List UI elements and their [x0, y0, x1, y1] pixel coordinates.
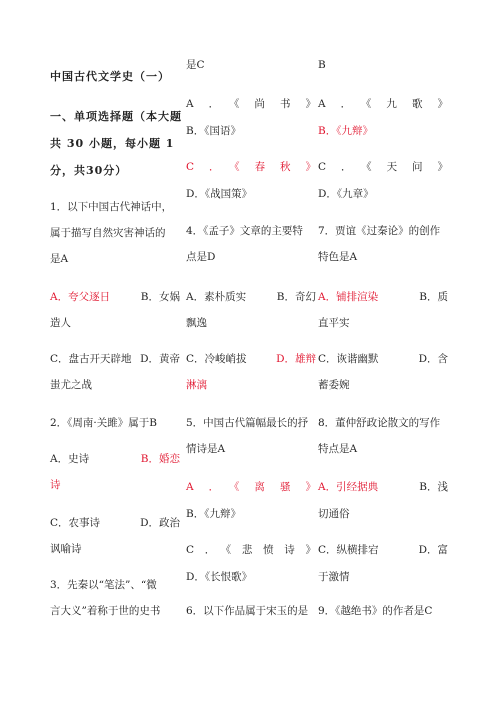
q1-options-ab — [50, 290, 180, 304]
q9-stem: 9．《越绝书》的作者是C — [318, 605, 433, 617]
q6-option-a: A．《九歌》 — [318, 98, 448, 110]
section-heading-line1: 一、单项选择题（本大题 — [50, 110, 182, 123]
q5-option-b: B．《九辩》 — [186, 508, 241, 520]
q3-stem-line2: 言大义”着称于世的史书 — [50, 605, 161, 617]
q2-option-d-cont: 讽喻诗 — [50, 543, 82, 555]
q1-stem-line2: 属于描写自然灾害神话的 — [50, 227, 166, 239]
q2-option-a: A．史诗 — [50, 453, 90, 465]
q2-option-c: C．农事诗 — [50, 517, 101, 529]
q5-stem-line1: 5．中国古代篇幅最长的抒 — [186, 417, 309, 429]
q4-option-a: A．素朴质实 — [186, 291, 247, 303]
q8-options-cd — [318, 543, 448, 557]
q8-option-d: D．富 — [418, 544, 448, 556]
q6-option-b: B．《九辩》 — [318, 125, 373, 137]
column-2 — [186, 0, 316, 702]
q7-options-ab — [318, 290, 448, 304]
q1-options-cd — [50, 352, 180, 366]
q2-options-cd — [50, 516, 180, 530]
q1-option-d-cont: 蚩尤之战 — [50, 379, 92, 391]
q4-stem-line2: 点是D — [186, 251, 216, 263]
q1-stem-line1: 1．以下中国古代神话中， — [50, 201, 173, 213]
q7-option-d-cont: 蓄委婉 — [318, 379, 350, 391]
q4-options-cd — [186, 352, 316, 366]
q3-stem-cont: 是C — [186, 59, 205, 71]
q4-option-b-cont: 飘逸 — [186, 317, 207, 329]
q3-option-b: B．《国语》 — [186, 125, 241, 137]
q4-option-d: D．雄辩 — [276, 353, 316, 365]
q8-option-b-cont: 切通俗 — [318, 508, 350, 520]
q1-stem-line3: 是A — [50, 253, 69, 265]
q2-options-ab — [50, 452, 180, 466]
q1-option-a: A．夸父逐日 — [50, 291, 111, 303]
q1-option-c: C．盘古开天辟地 — [50, 353, 132, 365]
column-1 — [50, 0, 180, 702]
q4-stem-line1: 4．《孟子》文章的主要特 — [186, 225, 303, 237]
q8-stem-line2: 特点是A — [318, 443, 358, 455]
q2-option-b: B．婚恋 — [140, 453, 180, 465]
q8-option-b: B．浅 — [419, 481, 448, 493]
q7-option-a: A．铺排渲染 — [318, 291, 379, 303]
q8-option-c: C．纵横排宕 — [318, 544, 379, 556]
q6-stem-cont: B — [318, 59, 326, 71]
q8-options-ab — [318, 480, 448, 494]
q4-option-c: C．冷峻峭拔 — [186, 353, 247, 365]
q7-option-d: D．含 — [418, 353, 448, 365]
q6-option-c: C．《天问》 — [318, 161, 448, 173]
q1-option-d: D．黄帝 — [140, 353, 180, 365]
column-3 — [318, 0, 448, 702]
q7-option-c: C．诙谐幽默 — [318, 353, 379, 365]
q5-option-a: A．《离骚》 — [186, 481, 316, 493]
q4-option-b: B．奇幻 — [276, 291, 316, 303]
q4-option-d-cont: 淋漓 — [186, 379, 207, 391]
q5-option-d: D．《长恨歌》 — [186, 571, 253, 583]
q3-option-d: D．《战国策》 — [186, 188, 253, 200]
section-heading-line2: 共 30 小题，每小题 1 — [50, 137, 175, 150]
q5-option-c: C．《悲愤诗》 — [186, 544, 316, 556]
q3-stem-line1: 3．先秦以“笔法”、“微 — [50, 579, 157, 591]
q7-stem-line1: 7．贾谊《过秦论》的创作 — [318, 225, 441, 237]
q6-stem: 6．以下作品属于宋玉的是 — [186, 605, 309, 617]
q1-option-b-cont: 造人 — [50, 317, 71, 329]
q1-option-b: B．女娲 — [140, 291, 180, 303]
q3-option-a: A．《尚书》 — [186, 98, 316, 110]
q5-stem-line2: 情诗是A — [186, 443, 226, 455]
q7-option-b-cont: 直平实 — [318, 317, 350, 329]
q8-option-a: A．引经据典 — [318, 481, 379, 493]
section-heading-line3: 分，共30分） — [50, 164, 128, 177]
q8-option-d-cont: 于激情 — [318, 571, 350, 583]
q8-stem-line1: 8．董仲舒政论散文的写作 — [318, 417, 441, 429]
q2-stem: 2．《周南·关雎》属于B — [50, 417, 157, 429]
q2-option-b-cont: 诗 — [50, 479, 61, 491]
q2-option-d: D．政治 — [140, 517, 180, 529]
q6-option-d: D．《九章》 — [318, 188, 374, 200]
doc-title: 中国古代文学史（一） — [50, 70, 170, 83]
q7-option-b: B．质 — [419, 291, 448, 303]
q3-option-c: C．《春秋》 — [186, 161, 316, 173]
q7-stem-line2: 特色是A — [318, 251, 358, 263]
q7-options-cd — [318, 352, 448, 366]
q4-options-ab — [186, 290, 316, 304]
